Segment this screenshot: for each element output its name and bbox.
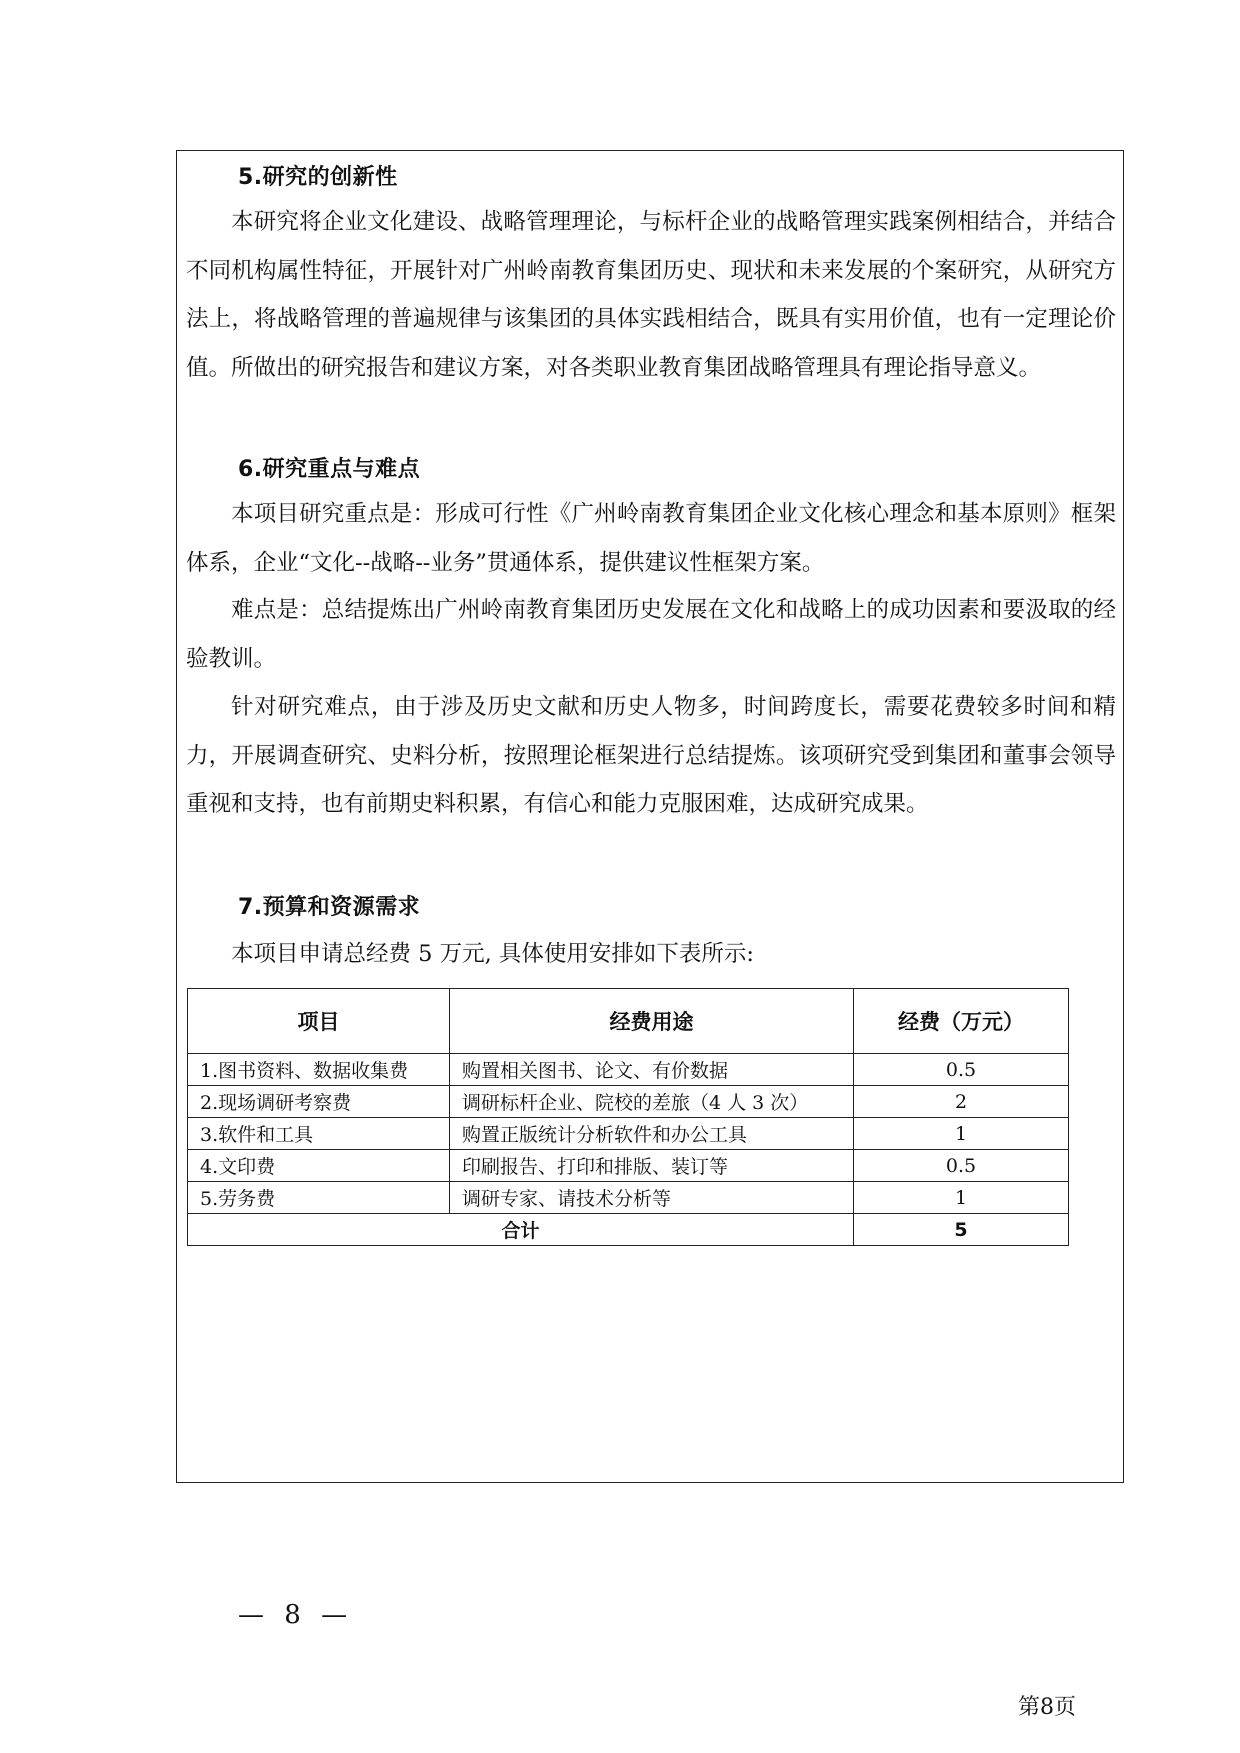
paragraph-focus-key: 本项目研究重点是：形成可行性《广州岭南教育集团企业文化核心理念和基本原则》框架体系，企业“文化--战略--业务”贯通体系，提供建议性框架方案。 — [186, 501, 1116, 576]
table-row — [188, 1182, 1069, 1214]
paragraph-focus-difficulty: 难点是：总结提炼出广州岭南教育集团历史发展在文化和战略上的成功因素和要汲取的经验教训。 — [186, 597, 1116, 672]
total-label: 合计 — [188, 1214, 854, 1246]
cell-item: 4.文印费 — [188, 1150, 450, 1182]
table-row — [188, 1150, 1069, 1182]
paragraph-innovation: 本研究将企业文化建设、战略管理理论，与标杆企业的战略管理实践案例相结合，并结合不同机构属性特征，开展针对广州岭南教育集团历史、现状和未来发展的个案研究，从研究方法上，将战略管理的普遍规律与该集团的具体实践相结合，既具有实用价值，也有一定理论价值。所做出的研究报告和建议方案，对各类职业教育集团战略管理具有理论指导意义。 — [186, 209, 1116, 381]
cell-purpose: 购置正版统计分析软件和办公工具 — [450, 1118, 854, 1150]
cell-item: 1.图书资料、数据收集费 — [188, 1054, 450, 1086]
cell-amount: 2 — [854, 1086, 1069, 1118]
total-value: 5 — [854, 1214, 1069, 1246]
cell-amount: 0.5 — [854, 1150, 1069, 1182]
cell-purpose: 调研专家、请技术分析等 — [450, 1182, 854, 1214]
cell-item: 2.现场调研考察费 — [188, 1086, 450, 1118]
cell-purpose: 印刷报告、打印和排版、装订等 — [450, 1150, 854, 1182]
table-total-row — [188, 1214, 1069, 1246]
paragraph-focus-approach: 针对研究难点，由于涉及历史文献和历史人物多，时间跨度长，需要花费较多时间和精力，开展调查研究、史料分析，按照理论框架进行总结提炼。该项研究受到集团和董事会领导重视和支持，也有前期史料积累，有信心和能力克服困难，达成研究成果。 — [186, 694, 1116, 817]
table-row — [188, 1118, 1069, 1150]
header-purpose: 经费用途 — [450, 989, 854, 1054]
cell-amount: 0.5 — [854, 1054, 1069, 1086]
budget-table — [187, 988, 1069, 1246]
cell-item: 3.软件和工具 — [188, 1118, 450, 1150]
cell-purpose: 调研标杆企业、院校的差旅（4 人 3 次） — [450, 1086, 854, 1118]
section-title-innovation: 5.研究的创新性 — [238, 165, 398, 190]
header-item: 项目 — [188, 989, 450, 1054]
table-row — [188, 1054, 1069, 1086]
section-title-focus: 6.研究重点与难点 — [238, 457, 421, 482]
budget-table-header-row — [188, 989, 1069, 1054]
section-title-budget: 7.预算和资源需求 — [238, 895, 421, 920]
cell-amount: 1 — [854, 1182, 1069, 1214]
page-footer: 第8页 — [1018, 1695, 1076, 1720]
table-row — [188, 1086, 1069, 1118]
cell-purpose: 购置相关图书、论文、有价数据 — [450, 1054, 854, 1086]
cell-amount: 1 — [854, 1118, 1069, 1150]
page-number: — 8 — — [238, 1600, 354, 1630]
header-amount: 经费（万元） — [854, 989, 1069, 1054]
paragraph-budget-intro: 本项目申请总经费 5 万元, 具体使用安排如下表所示: — [231, 941, 755, 967]
cell-item: 5.劳务费 — [188, 1182, 450, 1214]
